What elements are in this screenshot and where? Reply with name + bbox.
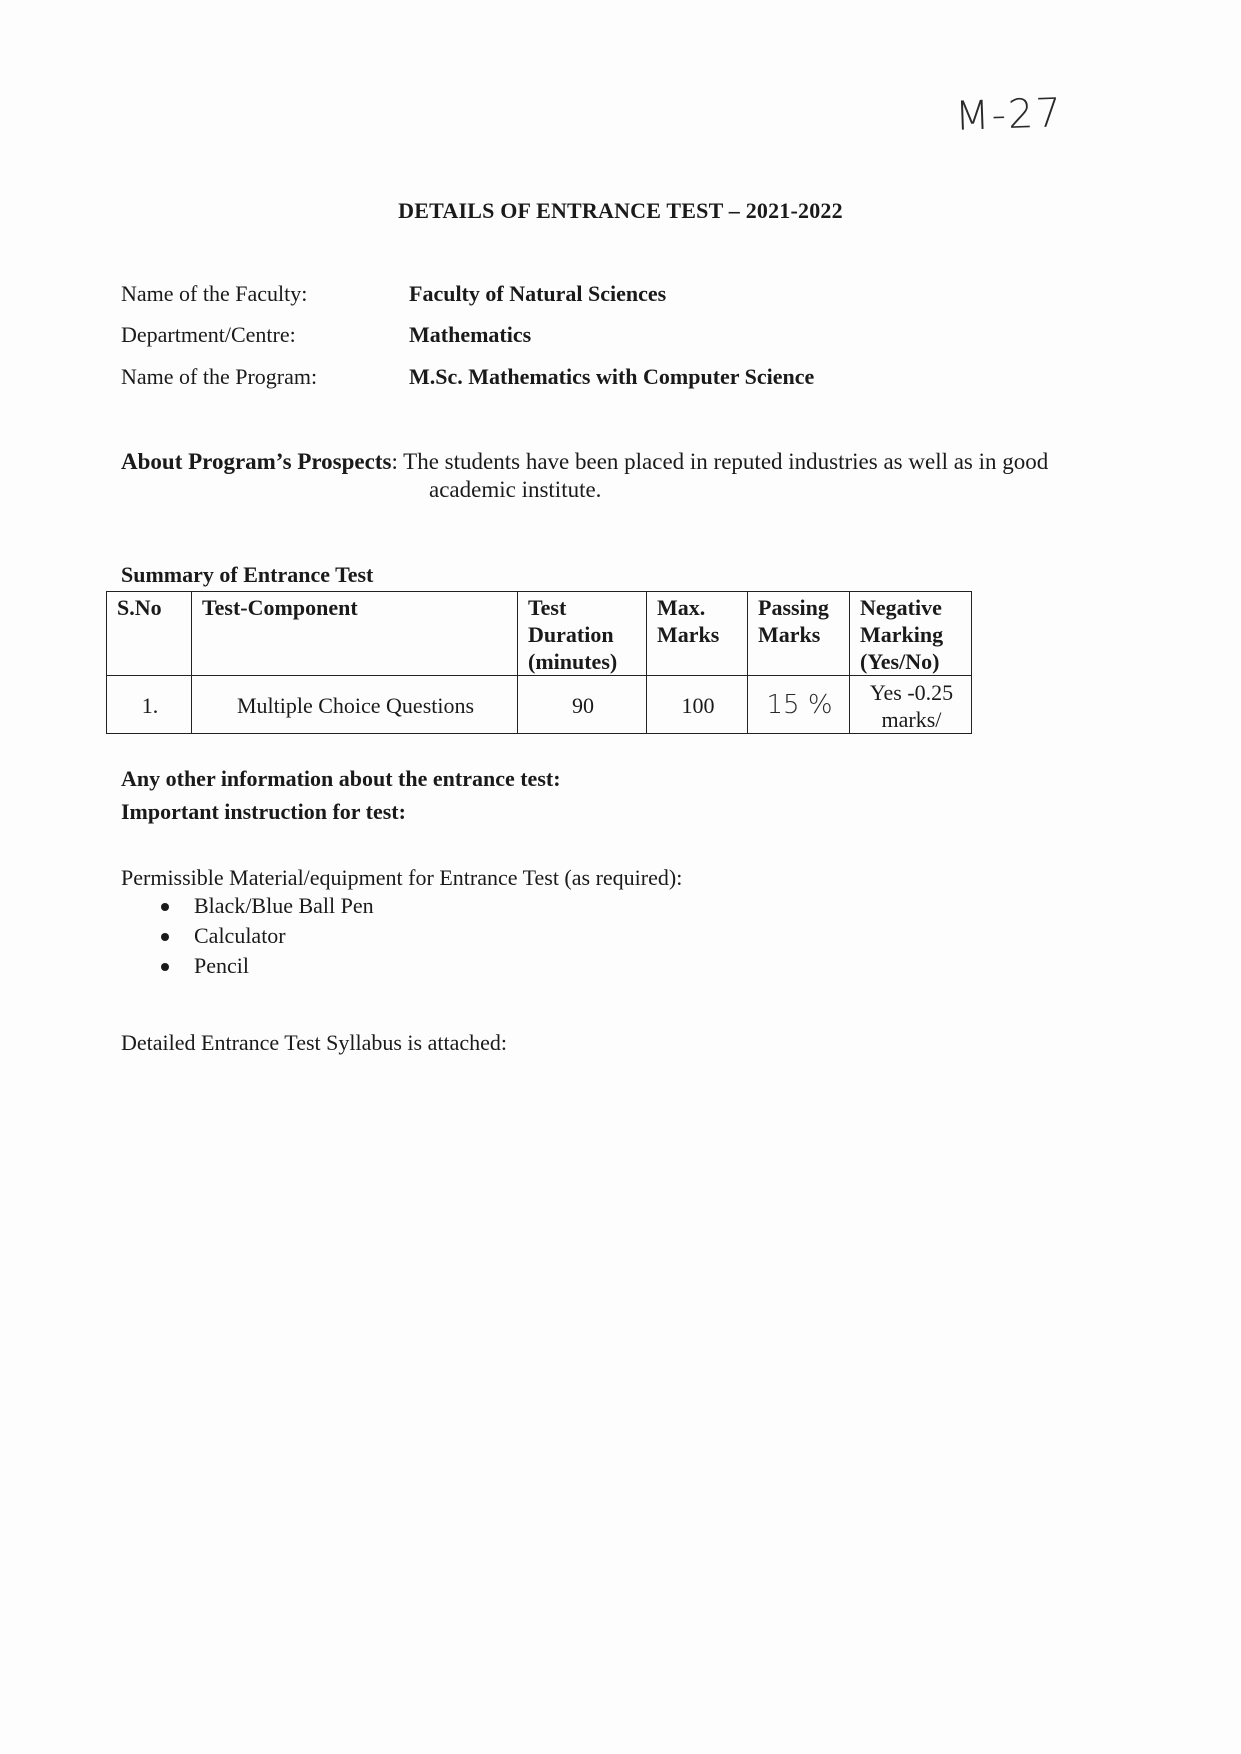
header-component: Test-Component [192,592,518,676]
faculty-row [121,281,666,307]
department-value: Mathematics [409,322,532,347]
table-row [107,676,972,734]
bullet-icon [161,963,169,971]
program-value: M.Sc. Mathematics with Computer Science [409,364,815,389]
program-row [121,364,814,390]
faculty-value: Faculty of Natural Sciences [409,281,667,306]
material-calculator: Calculator [194,923,286,948]
materials-list [121,891,374,981]
summary-heading-text: Summary of Entrance Test [121,562,374,587]
list-item [121,891,374,921]
summary-heading [121,562,373,588]
header-passing-marks: Passing Marks [748,592,850,676]
header-negative-marking: Negative Marking (Yes/No) [850,592,972,676]
list-item [121,951,374,981]
header-duration: Test Duration (minutes) [518,592,647,676]
cell-negative-marking: Yes -0.25 marks/ [850,676,972,734]
cell-sno: 1. [107,676,192,734]
program-prospects [121,448,1131,504]
prospects-colon: : [391,449,404,474]
faculty-label: Name of the Faculty: [121,281,308,306]
syllabus-note: Detailed Entrance Test Syllabus is attached: [121,1030,507,1055]
prospects-label: About Program’s Prospects [121,449,392,474]
prospects-text-line1: The students have been placed in reputed industries as well as in good [403,449,1049,474]
bullet-icon [161,903,169,911]
header-sno: S.No [107,592,192,676]
material-pencil: Pencil [194,953,249,978]
program-label: Name of the Program: [121,364,318,389]
other-information-section [121,762,561,828]
important-instruction-label: Important instruction for test: [121,799,406,824]
bullet-icon [161,933,169,941]
cell-component: Multiple Choice Questions [192,676,518,734]
department-row [121,322,531,348]
cell-passing-marks: 15 % [748,676,850,734]
prospects-text-line2: academic institute. [429,477,602,502]
material-pen: Black/Blue Ball Pen [194,893,374,918]
department-label: Department/Centre: [121,322,296,347]
entrance-test-summary-table [106,591,972,734]
permissible-material-label: Permissible Material/equipment for Entrance Test (as required): [121,865,683,890]
list-item [121,921,374,951]
cell-duration: 90 [518,676,647,734]
handwritten-document-code: M-27 [954,90,1064,140]
page-title: DETAILS OF ENTRANCE TEST – 2021-2022 [398,198,843,223]
table-header-row [107,592,972,676]
other-info-label: Any other information about the entrance test: [121,766,561,791]
cell-max-marks: 100 [647,676,748,734]
header-max-marks: Max. Marks [647,592,748,676]
